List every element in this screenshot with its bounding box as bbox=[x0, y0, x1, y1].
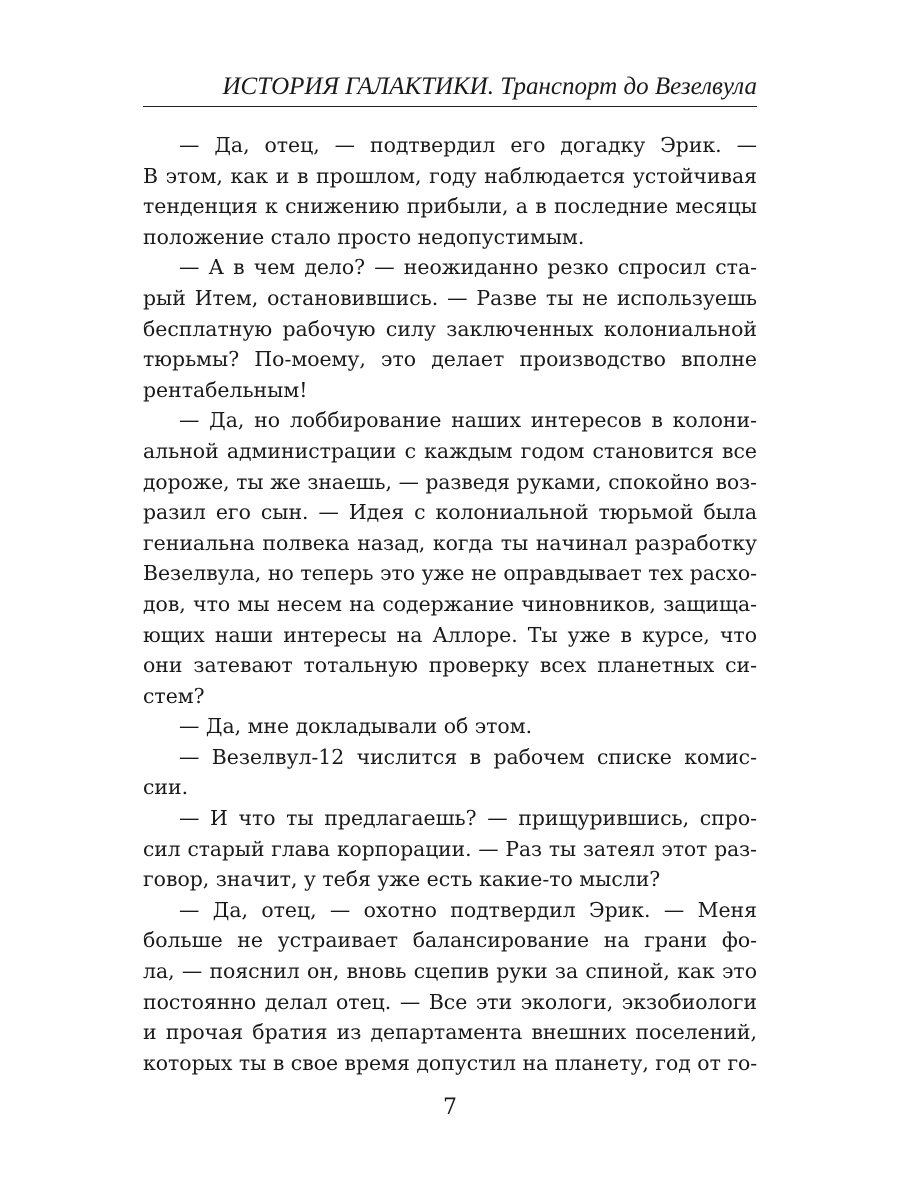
text-line: — Везелвул-12 числится в рабочем списке комис- bbox=[179, 744, 757, 769]
text-line: дов, что мы несем на содержание чиновников, защища- bbox=[143, 591, 757, 616]
text-line: Везелвула, но теперь это уже не оправдывает тех расхо- bbox=[143, 561, 757, 586]
text-line: положение стало просто недопустимым. bbox=[143, 224, 585, 249]
text-line: тюрьмы? По-моему, это делает производство вполне bbox=[143, 347, 757, 372]
text-line: гениальна полвека назад, когда ты начинал разработку bbox=[143, 530, 757, 555]
text-line: тенденция к снижению прибыли, а в последние месяцы bbox=[143, 194, 757, 219]
text-line: — Да, но лоббирование наших интересов в колони- bbox=[179, 408, 757, 433]
text-line: бесплатную рабочую силу заключенных колониальной bbox=[143, 316, 757, 341]
text-line: — Да, мне докладывали об этом. bbox=[179, 714, 533, 739]
text-line: они затевают тотальную проверку всех планетных си- bbox=[143, 653, 757, 678]
header-rule bbox=[143, 106, 757, 107]
text-line: альной администрации с каждым годом становится все bbox=[143, 438, 757, 463]
text-line: и прочая братия из департамента внешних поселений, bbox=[143, 1020, 757, 1045]
body-text bbox=[143, 130, 757, 1078]
text-line: — А в чем дело? — неожиданно резко спросил ста- bbox=[179, 255, 757, 280]
text-line: стем? bbox=[143, 683, 205, 708]
text-line: — И что ты предлагаешь? — прищурившись, спро- bbox=[179, 806, 757, 831]
text-line: рентабельным! bbox=[143, 377, 308, 402]
text-line: которых ты в свое время допустил на планету, год от го- bbox=[143, 1050, 757, 1075]
text-line: ла, — пояснил он, вновь сцепив руки за спиной, как это bbox=[143, 959, 757, 984]
text-line: разил его сын. — Идея с колониальной тюрьмой была bbox=[143, 500, 757, 525]
text-line: сии. bbox=[143, 775, 189, 800]
running-header-title: ИСТОРИЯ ГАЛАКТИКИ. Транспорт до Везелвула bbox=[222, 73, 757, 100]
text-line: сил старый глава корпорации. — Раз ты затеял этот раз- bbox=[143, 836, 757, 861]
text-line: — Да, отец, — подтвердил его догадку Эрик. — bbox=[179, 133, 757, 157]
text-line: дороже, ты же знаешь, — разведя руками, спокойно воз- bbox=[143, 469, 757, 494]
page-number: 7 bbox=[443, 1095, 457, 1120]
text-line: говор, значит, у тебя уже есть какие-то мысли? bbox=[143, 867, 661, 892]
text-line: постоянно делал отец. — Все эти экологи, экзобиологи bbox=[143, 989, 757, 1014]
text-line: больше не устраивает балансирование на грани фо- bbox=[143, 928, 757, 953]
text-line: В этом, как и в прошлом, году наблюдается устойчивая bbox=[143, 163, 757, 188]
text-line: ющих наши интересы на Аллоре. Ты уже в курсе, что bbox=[143, 622, 757, 647]
text-line: — Да, отец, — охотно подтвердил Эрик. — Меня bbox=[179, 897, 757, 922]
text-line: рый Итем, остановившись. — Разве ты не используешь bbox=[143, 285, 757, 310]
